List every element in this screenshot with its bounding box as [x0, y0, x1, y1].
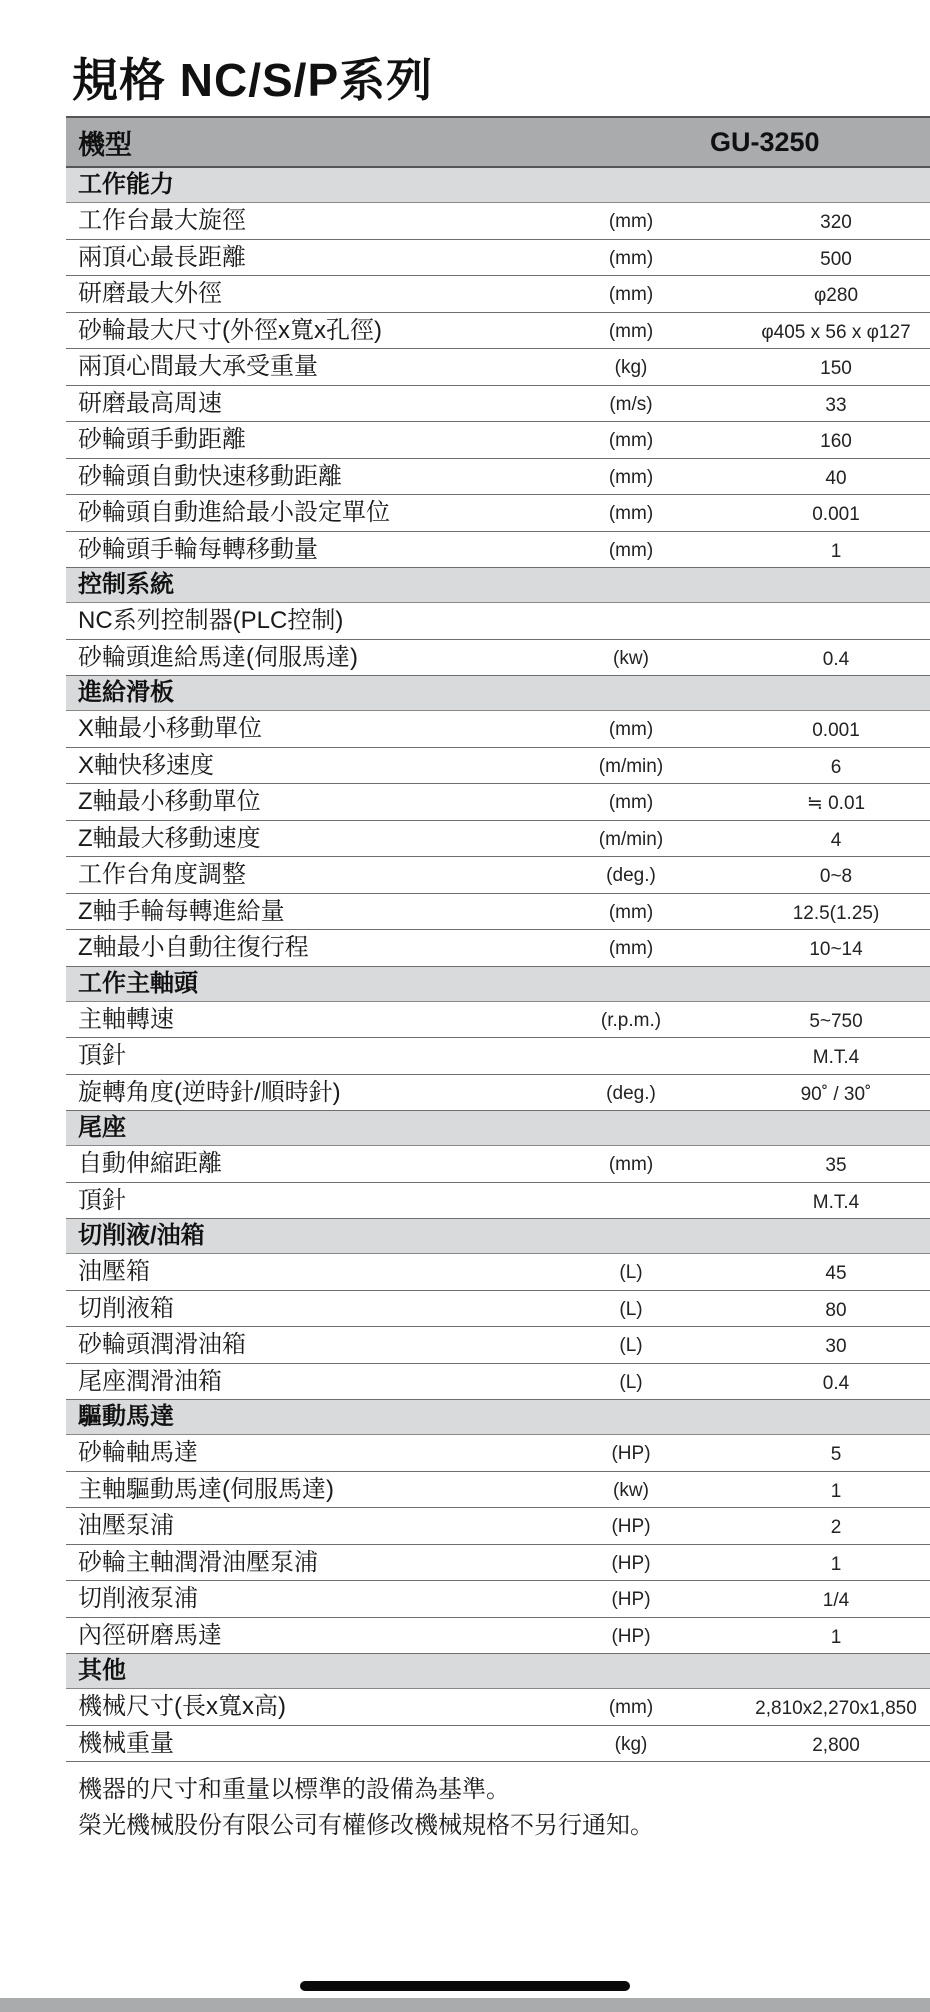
spec-unit: (mm)	[608, 284, 654, 305]
spec-name: 兩頂心最長距離	[78, 243, 246, 271]
spec-value: 40	[825, 467, 847, 489]
spec-unit: (mm)	[608, 938, 654, 959]
spec-name: 主軸驅動馬達(伺服馬達)	[78, 1475, 334, 1503]
note-line: 機器的尺寸和重量以標準的設備為基準。	[78, 1776, 510, 1803]
spec-unit: (mm)	[608, 430, 654, 451]
table-row	[66, 1254, 930, 1291]
spec-value: M.T.4	[812, 1047, 860, 1068]
spec-name: 自動伸縮距離	[78, 1150, 222, 1177]
table-row	[66, 276, 930, 313]
spec-unit: (HP)	[611, 1552, 651, 1574]
table-row	[66, 748, 930, 785]
spec-value: 150	[820, 358, 852, 379]
spec-unit: (m/min)	[598, 755, 664, 777]
spec-unit: (L)	[619, 1262, 643, 1283]
spec-unit: (mm)	[608, 539, 654, 561]
footer-bar	[0, 1998, 930, 2012]
spec-value: 0~8	[819, 866, 853, 887]
spec-unit: (mm)	[608, 320, 654, 342]
spec-value: 0.001	[812, 720, 860, 741]
spec-name: 機械尺寸(長x寬x高)	[78, 1693, 286, 1720]
spec-value: 0.001	[812, 504, 860, 525]
spec-value: 2,800	[812, 1734, 860, 1756]
spec-name: 砂輪最大尺寸(外徑x寬x孔徑)	[78, 316, 382, 344]
spec-unit: (HP)	[611, 1516, 651, 1537]
home-indicator[interactable]	[300, 1981, 630, 1991]
table-row	[66, 603, 930, 640]
table-row	[66, 1146, 930, 1183]
spec-value: 5	[830, 1444, 842, 1465]
spec-value: 1	[830, 540, 842, 562]
spec-unit: (mm)	[608, 503, 654, 524]
spec-name: 砂輪頭進給馬達(伺服馬達)	[78, 643, 358, 671]
spec-name: 砂輪頭手動距離	[78, 426, 246, 453]
spec-value: 80	[825, 1299, 847, 1321]
spec-unit: (L)	[619, 1371, 643, 1393]
spec-value: 6	[830, 756, 842, 778]
table-row	[66, 1508, 930, 1545]
section-title: 切削液/油箱	[78, 1222, 205, 1249]
table-row	[66, 784, 930, 821]
table-row	[66, 640, 930, 677]
table-row	[66, 1291, 930, 1328]
table-header-row	[66, 116, 930, 168]
spec-unit: (L)	[619, 1335, 643, 1356]
section-header	[66, 1111, 930, 1146]
spec-name: 油壓泵浦	[78, 1512, 174, 1539]
spec-name: 砂輪軸馬達	[78, 1439, 198, 1466]
spec-value: 0.4	[822, 648, 850, 670]
spec-value: M.T.4	[812, 1191, 860, 1213]
spec-name: 砂輪頭潤滑油箱	[78, 1331, 246, 1358]
section-title: 驅動馬達	[78, 1403, 174, 1430]
spec-name: 砂輪頭自動快速移動距離	[78, 462, 342, 490]
spec-unit: (L)	[619, 1298, 643, 1320]
spec-name: NC系列控制器(PLC控制)	[78, 607, 344, 634]
spec-name: Z軸最小移動單位	[78, 788, 261, 815]
section-title: 進給滑板	[78, 679, 174, 706]
section-header	[66, 967, 930, 1002]
spec-unit: (mm)	[608, 719, 654, 740]
table-row	[66, 894, 930, 931]
spec-value: 1	[830, 1480, 842, 1502]
spec-name: 砂輪頭自動進給最小設定單位	[78, 499, 390, 526]
spec-name: 切削液箱	[78, 1294, 174, 1322]
table-row	[66, 1002, 930, 1039]
table-row	[66, 1472, 930, 1509]
spec-table	[66, 116, 930, 1762]
spec-value: 2,810x2,270x1,850	[755, 1698, 917, 1719]
spec-unit: (kg)	[614, 1733, 648, 1755]
spec-name: 研磨最大外徑	[78, 280, 222, 307]
spec-value: φ405 x 56 x φ127	[761, 321, 911, 343]
spec-unit: (HP)	[611, 1625, 651, 1647]
spec-value: 12.5(1.25)	[792, 902, 880, 924]
table-row	[66, 930, 930, 967]
spec-name: 頂針	[78, 1042, 126, 1069]
spec-value: 5~750	[809, 1010, 863, 1032]
section-title: 工作能力	[78, 171, 174, 198]
spec-value: 30	[825, 1336, 847, 1357]
spec-unit: (mm)	[608, 247, 654, 269]
table-row	[66, 1435, 930, 1472]
spec-name: X軸快移速度	[78, 751, 215, 779]
table-row	[66, 857, 930, 894]
section-header	[66, 568, 930, 603]
spec-value: 320	[820, 212, 852, 233]
spec-value: 1/4	[822, 1590, 850, 1611]
section-header	[66, 1400, 930, 1435]
spec-name: Z軸手輪每轉進給量	[78, 897, 285, 925]
spec-name: 工作台最大旋徑	[78, 207, 246, 234]
spec-name: Z軸最大移動速度	[78, 824, 261, 852]
section-title: 尾座	[78, 1114, 126, 1141]
spec-value: 160	[820, 431, 852, 452]
table-row	[66, 1726, 930, 1763]
table-row	[66, 422, 930, 459]
model-label: 機型	[78, 129, 132, 160]
table-row	[66, 386, 930, 423]
table-row	[66, 711, 930, 748]
spec-name: 內徑研磨馬達	[78, 1621, 222, 1649]
notes	[78, 1772, 654, 1844]
spec-unit: (mm)	[608, 466, 654, 488]
spec-value: 1	[830, 1626, 842, 1648]
spec-unit: (r.p.m.)	[600, 1009, 662, 1031]
spec-name: 砂輪主軸潤滑油壓泵浦	[78, 1548, 318, 1576]
spec-value: 10~14	[809, 939, 863, 960]
spec-unit: (mm)	[608, 901, 654, 923]
section-header	[66, 1219, 930, 1254]
spec-unit: (HP)	[611, 1589, 651, 1610]
spec-unit: (mm)	[608, 792, 654, 813]
sections-container	[66, 168, 930, 1762]
spec-name: 切削液泵浦	[78, 1585, 198, 1612]
spec-value: 90˚ / 30˚	[800, 1083, 872, 1105]
table-row	[66, 1618, 930, 1655]
table-row	[66, 459, 930, 496]
spec-value: 500	[820, 248, 852, 270]
spec-unit: (mm)	[608, 211, 654, 232]
spec-value: 2	[830, 1517, 842, 1538]
table-row	[66, 1183, 930, 1220]
spec-unit: (kg)	[614, 357, 648, 378]
table-row	[66, 1038, 930, 1075]
spec-name: 研磨最高周速	[78, 389, 222, 417]
section-title: 控制系統	[78, 571, 174, 598]
section-header	[66, 676, 930, 711]
spec-name: 工作台角度調整	[78, 861, 246, 888]
spec-name: 旋轉角度(逆時針/順時針)	[78, 1078, 341, 1106]
spec-name: 油壓箱	[78, 1258, 150, 1285]
table-row	[66, 1545, 930, 1582]
spec-unit: (kw)	[613, 647, 649, 669]
section-header	[66, 168, 930, 203]
table-row	[66, 1364, 930, 1401]
spec-name: 兩頂心間最大承受重量	[78, 353, 318, 380]
table-row	[66, 821, 930, 858]
table-row	[66, 495, 930, 532]
spec-name: 尾座潤滑油箱	[78, 1367, 222, 1395]
note-line: 榮光機械股份有限公司有權修改機械規格不另行通知。	[78, 1812, 654, 1839]
spec-name: 頂針	[78, 1186, 126, 1214]
spec-value: φ280	[813, 285, 859, 306]
table-row	[66, 1327, 930, 1364]
section-header	[66, 1654, 930, 1689]
spec-name: 砂輪頭手輪每轉移動量	[78, 535, 318, 563]
spec-unit: (kw)	[613, 1479, 649, 1501]
model-name: GU-3250	[710, 126, 820, 157]
spec-unit: (HP)	[611, 1443, 651, 1464]
table-row	[66, 349, 930, 386]
table-row	[66, 240, 930, 277]
spec-unit: (deg.)	[606, 865, 656, 886]
section-title: 工作主軸頭	[78, 969, 198, 997]
spec-value: 45	[825, 1263, 847, 1284]
spec-value: 35	[825, 1155, 847, 1176]
table-row	[66, 203, 930, 240]
table-row	[66, 1075, 930, 1112]
spec-value: ≒ 0.01	[806, 793, 866, 814]
page-title: 規格 NC/S/P系列	[72, 54, 434, 106]
spec-name: X軸最小移動單位	[78, 715, 263, 742]
table-row	[66, 1581, 930, 1618]
spec-value: 4	[830, 829, 842, 851]
spec-name: 主軸轉速	[78, 1005, 174, 1033]
spec-unit: (m/s)	[609, 393, 653, 415]
spec-name: 機械重量	[78, 1729, 174, 1757]
spec-value: 0.4	[822, 1372, 850, 1394]
section-title: 其他	[78, 1657, 126, 1684]
table-row	[66, 1689, 930, 1726]
spec-value: 1	[830, 1553, 842, 1575]
spec-name: Z軸最小自動往復行程	[78, 934, 309, 961]
spec-unit: (m/min)	[598, 828, 664, 850]
table-row	[66, 532, 930, 569]
spec-unit: (mm)	[608, 1154, 654, 1175]
spec-value: 33	[825, 394, 847, 416]
spec-unit: (mm)	[608, 1697, 654, 1718]
spec-unit: (deg.)	[606, 1082, 656, 1104]
table-row	[66, 313, 930, 350]
